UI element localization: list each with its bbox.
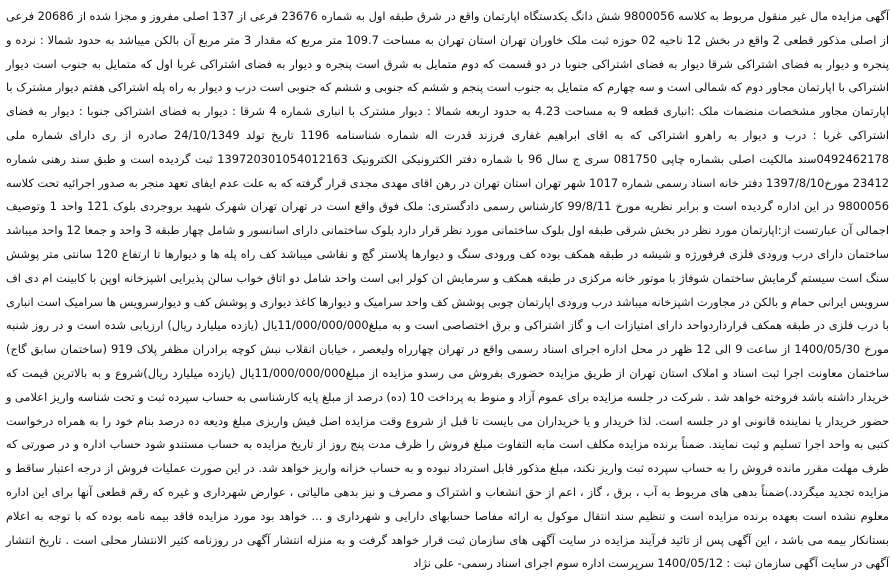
auction-notice-text: آگهی مزایده مال غیر منقول مربوط به کلاسه 9800056 شش دانگ یکدستگاه اپارتمان واقع در شرق طبقه اول به شماره 23676 فرعی از 137 اصلی مفروز و مجزا شده از 20686 فرعی از اصلی مذکور قطعی 2 واقع در بخش 12 ناحیه 02 حوزه ثبت ملک خاوران تهران استان تهران به مساحت 109.7 متر مربع که مقدار 3 متر مربع آن بالکن میباشد به حدود شمالا : نرده و پنجره و دیوار به فضای اشتراکی شرقا دیوار به فضای اشتراکی جنوبا در دو قسمت که دوم متمایل به شرق است پنجره و دیوار به فضای اشتراکی غربا اول که متمایل به جنوب است دیوار اشتراکی با اپارتمان مجاور دوم که شمالی است و سه چهارم که متمایل به جنوب است پنجم و ششم که جنوبی و ششم که جنوبی است درب و دیوار به راه پله اشتراکی هفتم دیوار مشترک با اپارتمان مجاور مشخصات منضمات ملک :انباری قطعه 9 به مساحت 4.23 به حدود اربعه شمالا : دیوار مشترک با انباری شماره 4 شرقا : دیوار به فضای اشتراکی جنوبا : دیوار به فضای اشتراکی غربا : درب و دیوار به راهرو اشتراکی که به اقای ابراهیم غفاری فرزند قدرت اله شماره شناسنامه 1196 تاریخ تولد 24/10/1349 صادره از ری دارای شماره ملی 0492462178سند مالکیت اصلی بشماره چاپی 081750 سری ج سال 96 با شماره دفتر الکترونیکی الکترونیک 139720301054012163 ثبت گردیده است و طبق سند رهنی شماره 23412 مورخ1397/8/10 دفتر خانه اسناد رسمی شماره 1017 شهر تهران استان تهران در رهن اقای مهدی مجدی قرار گرفته که به علت عدم ایفای تعهد منجر به صدور اجرائیه تحت کلاسه 9800056 در این اداره گردیده است و برابر نظریه مورخ 99/8/11 کارشناس رسمی دادگستری: ملک فوق واقع است در تهران تهران شهرک شهید بروجردی بلوک 121 واحد 1 وتوصیف اجمالی آن عبارتست از:اپارتمان مورد نظر در بخش شرقی طبقه اول بلوک ساختمانی مورد نظر قرار دارد بلوک ساختمانی دارای اسانسور و شامل چهار طبقه 3 واحد و جمعا 12 واحد میباشد ساختمان دارای درب ورودی فلزی فرفورژه و شیشه در طبقه همکف بوده کف ورودی سنگ و دیوارها پلاستر گچ و نقاشی میباشد کف راه پله ها و دیوارها تا ارتفاع 120 سانتی متر پوشش سنگ است سیستم گرمایش ساختمان شوفاژ با موتور خانه مرکزی در طبقه همکف و سرمایش ان کولر ابی است واحد شامل دو اتاق خواب سالن پذیرایی اشپزخانه اوپن با کابینت ام دی اف سرویس ایرانی حمام و بالکن در مجاورت اشپزخانه میباشد درب ورودی اپارتمان چوبی پوشش کف واحد سرامیک و دیوارها کاغذ دیواری و پوشش کف و دیوارسرویس ها سرامیک است انباری با درب فلزی در طبقه همکف قرارداردواحد دارای امتیازات اب و گاز اشتراکی و برق اختصاصی است و به مبلغ11/000/000/000یال (یازده میلیارد ریال) ارزیابی شده است و در روز شنبه مورخ 1400/05/30 از ساعت 9 الی 12 ظهر در محل اداره اجرای اسناد رسمی واقع در تهران چهارراه ولیعصر ، خیابان انقلاب نبش کوچه برادران مظفر پلاک 919 (ساختمان سابق گاج) ساختمان معاونت اجرا ثبت اسناد و املاک استان تهران از طریق مزایده حضوری بفروش می رسدو مزایده از مبلغ11/000/000/000یال (یازده میلیارد ریال)شروع و به بالاترین قیمت که خریدار داشته باشد فروخته خواهد شد . شرکت در جلسه مزایده برای عموم آزاد و منوط به پرداخت 10 (ده) درصد از مبلغ پایه کارشناسی به حساب سپرده ثبت و تحت شناسه واریز اعلامی و حضور خریدار یا نماینده قانونی او در جلسه است. لذا خریدار و یا خریداران می بایست تا قبل از شروع وقت مزایده اصل فیش واریزی مبلغ ودیعه ده درصد بنام خود را به همراه درخواست کتبی به واحد اجرا تسلیم و ثبت نمایند. ضمناً برنده مزایده مکلف است مابه التفاوت مبلغ فروش را ظرف مدت پنج روز از تاریخ مزایده به حساب مستندو شود حساب اداره و در صورتی که ظرف مهلت مقرر مانده فروش را به حساب سپرده ثبت واریز نکند، مبلغ مذکور قابل استرداد نبوده و به حساب خزانه واریز خواهد شد. در این صورت عملیات فروش از درجه اعتبار ساقط و مزایده تجدید میگردد.)ضمناً بدهی های مربوط به آب ، برق ، گاز ، اعم از حق انشعاب و اشتراک و مصرف و نیز بدهی مالیاتی ، عوارض شهرداری و غیره که رقم قطعی آنها برای این اداره معلوم نشده است بعهده برنده مزایده است و تنظیم سند انتقال موکول به ارائه مفاصا حسابهای دارایی و شهرداری و ... خواهد بود مورد مزایده فاقد بیمه نامه بوده که با توجه به اعلام بستانکار بیمه می باشد ، این آگهی پس از تائید فرآیند مزایده در سایت آگهی های سازمان ثبت قرار خواهد گرفت و به منزله انتشار آگهی در روزنامه کثیر الانتشار محلی است . تاریخ انتشار آگهی در سایت آگهی سازمان ثبت : 1400/05/12 سرپرست اداره سوم اجرای اسناد رسمی- علی نژاد [6,9,890,571]
